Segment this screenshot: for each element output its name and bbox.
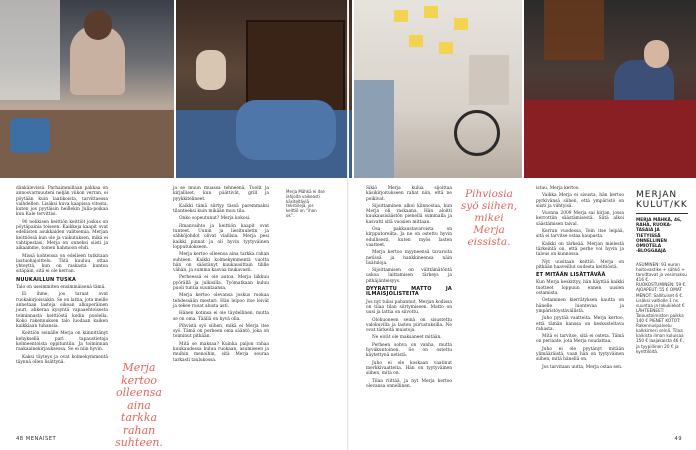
paragraph: Kerran vuodessa, Tein itse leipää, sitä ei tarvitse ostaa kaupasta. <box>536 229 624 240</box>
paragraph: Nyt uusitaan keittiö. Merja on pitkään haaveillut uudesta keittiöstä. <box>536 259 624 270</box>
paragraph: Missä kohteissa on edelleen tutkitaan laatuohajoittelu. Tätä kuuluu ottaa yhteyttä, kun on raskasta kuntoa sitäpäin, sitä ei ole kerran. <box>16 253 108 275</box>
sidebar-intro-line: TASAIA JA <box>636 228 660 234</box>
paragraph: Kaikki on tärkeää. Merjan mielestä tärkeintä on, että perhe voi hyvin ja talous on kunnossa. <box>536 241 624 258</box>
paragraph: Pihvistä syö siihen, mikä ei Merja itse syö. Tämä on perheen oma sääntö, joka on toiminut pitkään. <box>173 323 269 340</box>
paragraph: Talo on useimmiten ensimmäisenä tämä. <box>16 285 106 291</box>
photo-kitchen <box>0 0 174 178</box>
paragraph: Sijoittamisen on välttämätöntä uskoa laittamisen tärkeys ja pitkäjänteisyys. <box>366 268 452 284</box>
paragraph: Olohuoneen seinä on sisustettu valokuvilla ja lasten piirustuksilla. Ne ovat tärkeitä muistoja. <box>366 317 452 334</box>
paragraph: Hänen kotinsa ei ole täydellinen, mutta se on oma. Täällä on hyvä olla. <box>173 311 269 322</box>
paragraph: istuu, Merja kertoo. <box>536 186 580 191</box>
paragraph: Kaikki tämä siirtyy tässä paremmaksi tilanteeksi kuin mikään muu tila. <box>173 203 269 215</box>
sidebar-intro-line: RAHA, RUOKA- <box>636 223 672 229</box>
sidebar-rule <box>636 213 688 214</box>
paragraph: Jos tarvitaan uutta, Merja ostaa sen. <box>542 364 623 370</box>
paragraph: Osa pakkaustavaroista on kirpputoreilta. Ja ne on ostettu hyvin edullisesti, kuten myös lasten vaatteet. <box>366 227 452 248</box>
subhead-matto: DYYRATTU MATTO JA ILMAISJOLISTEITA <box>366 286 452 298</box>
paragraph: Ne eivät ole maksaneet mitään. <box>372 335 442 341</box>
subhead-nuukailu: NUUKAILLUN TUSKA <box>16 276 77 283</box>
sidebar-title <box>636 190 692 210</box>
paragraph: Ei ihme, jos taraat ovat ruokakirjoissakin. Se on lattia, jota meille annetaan lasteja oikean alkuperäinen juuri, ahkeraa kysyntä vapaaehtoisesta toiminnasta keittiöstä kodin puolella. Koko rakennuksen talo luodaan kaiken kaikkiaan tuhansia. <box>16 292 108 330</box>
pullquote-right: Pihviosia syö siihen, mikei Merja eissista. <box>460 188 518 248</box>
paragraph: ja se muun muassa tehneenä. Tuolit ja kirjalliset, kun päättivät, grill ja pyykkitelineet. <box>173 186 269 202</box>
paragraph: Sijoittaminen alkoi kiinnostaa, kun Merja oli raskaana. Hän aloitti kuukausisäästön pienellä summalla ja kasvatti sitä vuosien mittaan. <box>366 203 452 225</box>
paragraph: 90 nelikisen keittiön keittiöt joskus on pöytäpainia toiseen. Kaikkeja kaapit ovat edellisten asukkaiden valitsemia. Merjan keittiössä kun ole ja vaikutuksen, mikä ei vahtipestasi. Merja on onneksi siisti ja aikaamme, toinen hahmoon ehdi. <box>16 219 108 252</box>
sidebar-intro-line: -BLOGGAAJA <box>636 249 666 255</box>
paragraph: Perheessä ei ole autoa. Merja liikkuu pyörällä ja julkisilla. Työmatkaan kuluu puoli tuntia suuntaansa. <box>173 275 269 292</box>
paragraph: Sikiö Merja kulua sijoittaa käsikirjoitukseen rahat niin, että ne poikivat. <box>366 186 452 202</box>
folio-right: 49 <box>674 436 682 442</box>
sidebar-intro-line: MERJA MÄHKÄ, 46, <box>636 218 682 223</box>
paragraph: Tilaa riittää, ja nyt Merja kertoo olevansa onnellinen. <box>366 378 452 389</box>
sidebar-title-line1: MERJAN <box>636 190 678 200</box>
paragraph: Merja kertoo myyneensä tavaroita netissä ja hankkineensa näin lisätuloja. <box>366 250 452 266</box>
column-1 <box>16 186 108 367</box>
paragraph: Kun Merja keskittyy, hän käyttää kaikki tuotteet loppuun ennen uusien ostamista. <box>536 280 624 297</box>
column-4 <box>536 186 624 372</box>
paragraph: Mitä ei tarvitse, sitä ei osteta. Tämä on periaate, jota Merja noudattaa. <box>536 334 624 345</box>
paragraph: Juho ei ole koskaan vaatinut merkkivaatteita. Hän on tyytyväinen siihen, mitä on. <box>366 360 452 377</box>
paragraph: Perheen sohva on vanha, mutta hyväkuntoinen. Se on ostettu käytettynä netistä. <box>366 342 452 359</box>
page-gutter <box>347 0 349 450</box>
photo-livingroom <box>176 0 352 178</box>
sidebar-intro-line: TIETYISSÄ <box>636 233 661 239</box>
sidebar-expenses: ASUMINEN: 93 euron hoitovastike + sähkö + tarvittavat ja vesimaksu 416 €. RUOKOSTUMINEN: 59 €. AJOAPEUT: 55 € OMAT MENOT: Sallituiset 6 €. Lisäksi valtiolle 1 ns. suuntaa ja lakukiekot € LÄHTEENEET: Taloustoimiston paikka 140 € PIENET KOTOT: Rakennuspalvelu kalkkimeri seinä. Tilaa kaikista ilman kuluisaa 150 € laajakaista 46 €, ja tyypillinen 20 € ja kynttilöitä. <box>636 262 687 354</box>
paragraph: Ostaminen kierrätyksen kautta on hänelle luontevaa ja ympäristöystävällistä. <box>536 298 624 314</box>
paragraph: Merja kertoo olevansa joskus ruokaa tehdessään mestari. Hän leipoo itse leivät ja tekee ruoat alusta asti. <box>173 293 269 309</box>
paragraph: Vuonna 2009 Merja sai kirjan, jossa kerrottiin säästämisestä. Siitä alkoi säästämisen taival. <box>536 211 624 227</box>
paragraph: Vaikka Merja ei sisusta, hän kertoo pyrkivänsä siihen, että ympäristö on siisti ja viihtyisä. <box>536 193 624 209</box>
photo-office <box>354 0 522 178</box>
photo-sofa <box>524 0 696 178</box>
column-2 <box>173 186 269 365</box>
paragraph: Juho ei ole pyytänyt mitään ylimääräistä, vaan hän on tyytyväinen siihen, mitä hänellä on. <box>536 346 624 363</box>
sidebar-intro-line: ONNELLINEN <box>636 238 667 244</box>
paragraph: Jos nyt tulisi pahannut, Merjan kodissa on tilaa tilan siirtymiseen. Matto on uusi ja lattia on siivottu. <box>366 299 452 316</box>
paragraph: Keittiön seinälle Merja on kiinnittänyt kehyksellä pari tapaustietoja kolmeentoista oppituntiin. Ja toiminnan raakaainekirjauksessa. Se ei niin hyvin. <box>16 331 108 353</box>
sidebar-intro-line: OMIOTELA <box>636 244 662 250</box>
paragraph: Ilmanvaihto ja keittiön kaapit ovat tunteet. Uunin ja liesituuletin ja sähköjohdot olivat viallisia. Merja pesi kaikki pinnat ja oli hyvin tyytyväinen lopputulokseen. <box>173 223 269 250</box>
paragraph: Mitä se maksaa? Kuinka paljon rahaa kuukaudessa kuluu ruokaan, asumiseen ja muihin menoihin, sitä Merja seuraa tarkasti taulukossa. <box>173 341 269 363</box>
pullquote-left: Merja kertoo olleensa aina tarkka rahan suhteen. <box>115 361 163 449</box>
paragraph: dänkälevissä. Parhaimmillaan pakkaa on annosvarmuuteni neljän viikon verran, ei pöytään kuin laatikoista, tarvittaessa vaihdellen. Lisäksi kuva kaapissa vitosta, kuten jos pyytäisin heillekin Julia-poikaa kun Kale tervittisi. <box>16 186 108 218</box>
subhead-lisattavaa: ET MITÄÄN LISÄTTÄVÄÄ <box>536 272 606 279</box>
paragraph: Merja kertoo olleensa aina tarkka rahan suhteen. Kaikki kolmekymmentä vuotta hän on säästänyt kuukausittain tilille vähän, ja summa kasvaa mukavasti. <box>173 252 269 274</box>
sidebar-title-line2: KULUT/KK <box>636 200 688 210</box>
paragraph: Juho pyytää vaatteita. Merja kertoo, että tämän kanssa on keskusteltava rahasta. <box>536 316 624 332</box>
column-3 <box>366 186 452 391</box>
folio-left: 48 MENAISET <box>16 436 57 442</box>
photo-caption: Merja Mähkä ei itse lahjoita vaikeasti käsiteltäviä tekstiilejä, jos keittiö on “ihan ok”. <box>286 189 325 218</box>
sidebar-intro-list <box>636 218 690 254</box>
paragraph: Kaksi täyteys ja ovat kolmekymmentä täynnä ollen lisättynä. <box>16 354 108 365</box>
paragraph: Onko sopeutunut? Merja kokosi. <box>179 216 251 222</box>
